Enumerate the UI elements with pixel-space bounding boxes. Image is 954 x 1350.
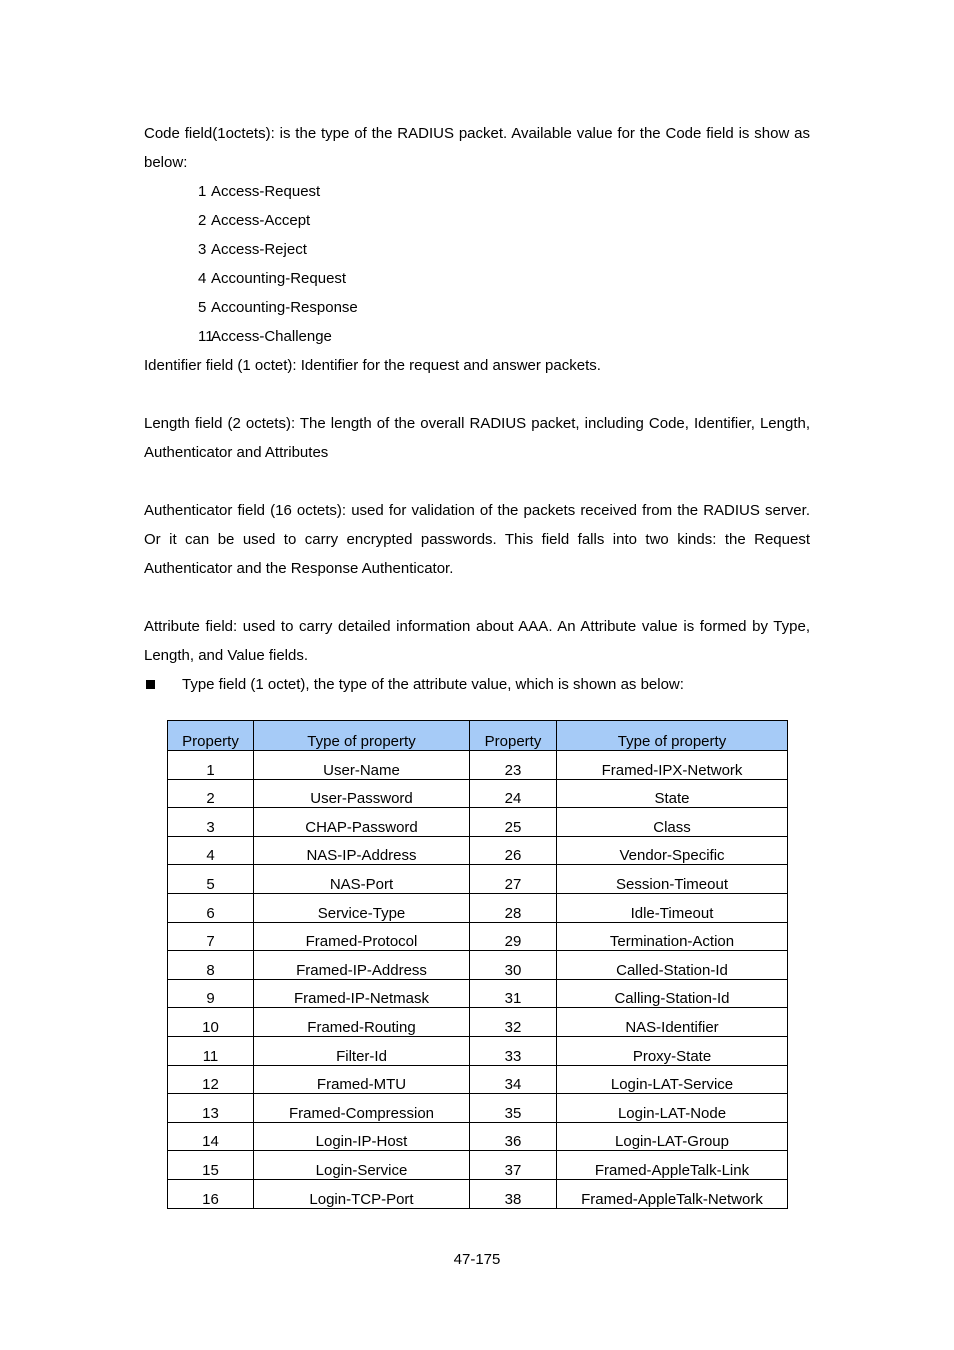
table-header-cell: Property: [168, 721, 254, 751]
table-cell: 4: [168, 836, 254, 865]
code-number: 5: [198, 299, 207, 316]
code-number: 3: [198, 241, 207, 258]
table-cell: 9: [168, 979, 254, 1008]
table-cell: 5: [168, 865, 254, 894]
table-cell: Calling-Station-Id: [557, 979, 788, 1008]
attribute-type-table: [167, 720, 788, 1209]
table-cell: 23: [470, 751, 557, 780]
table-cell: 7: [168, 922, 254, 951]
table-cell: 14: [168, 1122, 254, 1151]
table-header-cell: Type of property: [557, 721, 788, 751]
code-list-item: [144, 293, 810, 322]
table-cell: 28: [470, 893, 557, 922]
table-row: [168, 893, 788, 922]
table-cell: Proxy-State: [557, 1036, 788, 1065]
table-cell: Framed-MTU: [254, 1065, 470, 1094]
table-cell: Framed-AppleTalk-Network: [557, 1179, 788, 1208]
table-cell: Login-LAT-Group: [557, 1122, 788, 1151]
table-cell: 6: [168, 893, 254, 922]
table-cell: 13: [168, 1094, 254, 1123]
table-cell: 30: [470, 951, 557, 980]
code-name: Access-Challenge: [211, 328, 332, 345]
table-cell: Called-Station-Id: [557, 951, 788, 980]
table-cell: 24: [470, 779, 557, 808]
table-row: [168, 779, 788, 808]
table-cell: Login-TCP-Port: [254, 1179, 470, 1208]
table-row: [168, 1094, 788, 1123]
table-cell: Framed-IPX-Network: [557, 751, 788, 780]
table-cell: Session-Timeout: [557, 865, 788, 894]
table-header-cell: Type of property: [254, 721, 470, 751]
table-cell: 29: [470, 922, 557, 951]
table-cell: Idle-Timeout: [557, 893, 788, 922]
table-cell: 16: [168, 1179, 254, 1208]
attribute-paragraph: Attribute field: used to carry detailed information about AAA. An Attribute value is formed by Type, Length, and Value fields.: [144, 618, 810, 664]
table-cell: Framed-IP-Netmask: [254, 979, 470, 1008]
table-cell: Login-LAT-Node: [557, 1094, 788, 1123]
code-list-item: [144, 235, 810, 264]
code-name: Accounting-Request: [211, 270, 347, 287]
table-cell: 8: [168, 951, 254, 980]
code-name: Accounting-Response: [211, 299, 358, 316]
code-list-item: [144, 322, 810, 351]
page-number: 47-175: [453, 1251, 501, 1268]
table-cell: 12: [168, 1065, 254, 1094]
code-field-paragraph: Code field(1octets): is the type of the RADIUS packet. Available value for the Code field is show as below:: [144, 125, 810, 171]
table-cell: 26: [470, 836, 557, 865]
code-list-item: [144, 264, 810, 293]
table-cell: 11: [168, 1036, 254, 1065]
page-content: [144, 119, 810, 699]
code-name: Access-Accept: [211, 212, 311, 229]
table-cell: Framed-Protocol: [254, 922, 470, 951]
table-row: [168, 979, 788, 1008]
table-cell: 2: [168, 779, 254, 808]
code-name: Access-Request: [211, 183, 321, 200]
table-cell: 10: [168, 1008, 254, 1037]
table-cell: Vendor-Specific: [557, 836, 788, 865]
table-cell: 15: [168, 1151, 254, 1180]
table-cell: NAS-IP-Address: [254, 836, 470, 865]
authenticator-paragraph: Authenticator field (16 octets): used for validation of the packets received from the RADIUS server. Or it can be used to carry encrypted passwords. This field falls into two kinds: the Request Authenticator and the Response Authenticator.: [144, 502, 810, 577]
table-cell: 36: [470, 1122, 557, 1151]
code-number: 11: [198, 328, 214, 345]
table-row: [168, 1008, 788, 1037]
identifier-paragraph: Identifier field (1 octet): Identifier for the request and answer packets.: [144, 357, 601, 374]
table-cell: 27: [470, 865, 557, 894]
table-cell: Framed-IP-Address: [254, 951, 470, 980]
table-header-row: [168, 721, 788, 751]
table-row: [168, 1179, 788, 1208]
table-header-cell: Property: [470, 721, 557, 751]
table-cell: 38: [470, 1179, 557, 1208]
code-number: 4: [198, 270, 207, 287]
table-row: [168, 836, 788, 865]
bullet-text: Type field (1 octet), the type of the attribute value, which is shown as below:: [182, 676, 684, 693]
code-number: 2: [198, 212, 207, 229]
table-cell: CHAP-Password: [254, 808, 470, 837]
table-body: [168, 751, 788, 1209]
table-cell: Framed-AppleTalk-Link: [557, 1151, 788, 1180]
table-cell: Login-IP-Host: [254, 1122, 470, 1151]
table-cell: 32: [470, 1008, 557, 1037]
code-name: Access-Reject: [211, 241, 307, 258]
table-cell: NAS-Port: [254, 865, 470, 894]
table-cell: 3: [168, 808, 254, 837]
table-cell: User-Name: [254, 751, 470, 780]
code-list-item: [144, 206, 810, 235]
table-row: [168, 751, 788, 780]
code-list: [144, 177, 810, 351]
square-bullet-icon: [146, 680, 155, 689]
table-cell: Framed-Routing: [254, 1008, 470, 1037]
table-cell: User-Password: [254, 779, 470, 808]
table-cell: Login-LAT-Service: [557, 1065, 788, 1094]
length-paragraph: Length field (2 octets): The length of the overall RADIUS packet, including Code, Identifier, Length, Authenticator and Attributes: [144, 415, 810, 461]
table-cell: 1: [168, 751, 254, 780]
table-cell: Login-Service: [254, 1151, 470, 1180]
table-cell: 25: [470, 808, 557, 837]
bullet-item: [144, 670, 810, 699]
table-cell: Termination-Action: [557, 922, 788, 951]
table-row: [168, 1036, 788, 1065]
table-cell: State: [557, 779, 788, 808]
table-row: [168, 1151, 788, 1180]
table-cell: 34: [470, 1065, 557, 1094]
table-row: [168, 1065, 788, 1094]
table-cell: Filter-Id: [254, 1036, 470, 1065]
table-row: [168, 1122, 788, 1151]
table-cell: 35: [470, 1094, 557, 1123]
table-cell: Class: [557, 808, 788, 837]
table-cell: NAS-Identifier: [557, 1008, 788, 1037]
table-row: [168, 951, 788, 980]
table-cell: 37: [470, 1151, 557, 1180]
code-list-item: [144, 177, 810, 206]
code-number: 1: [198, 183, 207, 200]
table-cell: Framed-Compression: [254, 1094, 470, 1123]
table-cell: 31: [470, 979, 557, 1008]
table-cell: Service-Type: [254, 893, 470, 922]
table-row: [168, 922, 788, 951]
table-cell: 33: [470, 1036, 557, 1065]
table-row: [168, 865, 788, 894]
table-row: [168, 808, 788, 837]
